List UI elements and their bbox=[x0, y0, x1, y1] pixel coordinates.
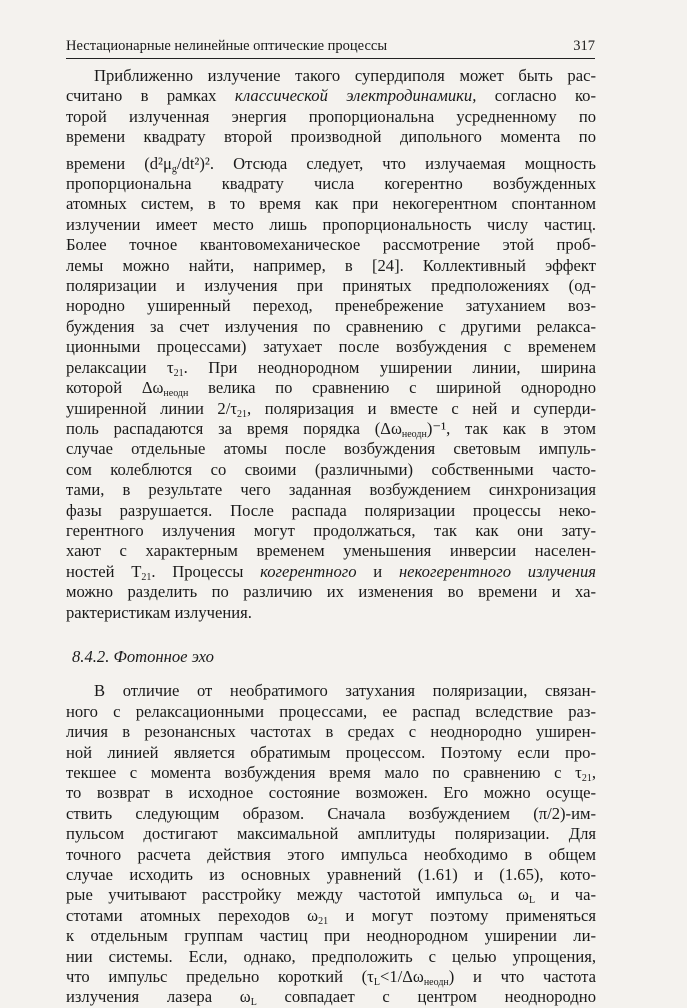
text-line: тами, в результате чего заданная возбуждением синхронизация bbox=[66, 480, 596, 500]
section-heading: 8.4.2. Фотонное эхо bbox=[72, 646, 214, 666]
text-line: ного с релаксационными процессами, ее распад вследствие раз- bbox=[66, 701, 596, 721]
text-line: пропорциональна квадрату числа когерентно возбужденных bbox=[66, 174, 596, 194]
text-line: что импульс предельно короткий $(\tau_L<1/\Delta\omega_{неодн})$ и что частота bbox=[66, 967, 596, 989]
text-line: герентного излучения могут продолжаться, так как они зату- bbox=[66, 520, 596, 540]
text-line: к отдельным группам частиц при неоднородном уширении ли- bbox=[66, 926, 596, 946]
text-line: Более точное квантовомеханическое рассмотрение этой проб- bbox=[66, 235, 596, 255]
text-line: буждения за счет излучения по сравнению с другими релакса- bbox=[66, 316, 596, 336]
text-line: нородно уширенный переход, пренебрежение затуханием воз- bbox=[66, 296, 596, 316]
text-line: текшее с момента возбуждения время мало по сравнению с $\tau_{21}$, bbox=[66, 763, 596, 784]
text-line: случае отдельные атомы после возбуждения световым импуль- bbox=[66, 439, 596, 459]
text-line: ной линией является обратимым процессом. Поэтому если про- bbox=[66, 742, 596, 762]
running-title: Нестационарные нелинейные оптические процессы bbox=[66, 38, 388, 54]
text-line: пульсом достигают максимальной амплитуды поляризации. Для bbox=[66, 824, 596, 844]
text-line: точного расчета действия этого импульса необходимо в общем bbox=[66, 844, 596, 864]
text-line: поляризации и излучения при принятых предположениях (од- bbox=[66, 276, 596, 296]
text-line: В отличие от необратимого затухания поляризации, связан- bbox=[94, 681, 596, 701]
text-line: ционными процессами) затухает после возбуждения с временем bbox=[66, 337, 596, 357]
text-line: Приближенно излучение такого супердиполя может быть рас- bbox=[94, 66, 596, 85]
text-line: атомных систем, в то время как при некогерентном спонтанном bbox=[66, 194, 596, 214]
running-header bbox=[66, 33, 595, 59]
body-text bbox=[66, 66, 596, 1008]
text-line: случае исходить из основных уравнений (1.61) и (1.65), кото- bbox=[66, 865, 596, 885]
text-line: личия в резонансных частотах в средах с неоднородно уширен- bbox=[66, 722, 596, 742]
text-line: времени квадрату второй производной дипольного момента по bbox=[66, 127, 596, 147]
paragraph-2 bbox=[66, 681, 596, 1008]
text-line: рактеристикам излучения. bbox=[66, 602, 252, 622]
text-line: релаксации $\tau_{21}$. При неоднородном уширении линии, ширина bbox=[66, 357, 596, 379]
text-line: то возврат в исходное состояние возможен. Его можно осуще- bbox=[66, 783, 596, 803]
text-line: считано в рамках классической электродинамики, согласно ко- bbox=[66, 86, 597, 106]
text-line: сом колеблются со своими (различными) собственными часто- bbox=[66, 459, 596, 479]
text-line: поль распадаются за время порядка $(\Delta\omega_{неодн})^{-1}$, так как в этом bbox=[66, 418, 596, 440]
text-line: фазы разрушается. После распада поляризации процессы неко- bbox=[66, 500, 596, 520]
text-line: рые учитывают расстройку между частотой импульса $\omega_L$ и ча- bbox=[66, 885, 596, 907]
text-line: нии системы. Если, однако, предположить с целью упрощения, bbox=[66, 946, 596, 966]
text-line: которой $\Delta\omega_{неодн}$ велика по сравнению с шириной однородно bbox=[66, 378, 597, 400]
text-line: ствить следующим образом. Сначала возбуждением (π/2)-им- bbox=[66, 803, 596, 823]
text-line: излучения лазера $\omega_L$ совпадает с центром неоднородно bbox=[66, 987, 596, 1008]
text-line: торой излученная энергия пропорциональна усредненному по bbox=[66, 106, 596, 126]
paragraph-1 bbox=[66, 66, 596, 623]
text-line: стотами атомных переходов $\omega_{21}$ и могут поэтому применяться bbox=[66, 905, 596, 927]
text-line: уширенной линии $2/\tau_{21}$, поляризация и вместе с ней и суперди- bbox=[66, 398, 596, 420]
text-line: излучении имеет место лишь пропорциональность числу частиц. bbox=[66, 214, 596, 234]
text-line: хают с характерным временем уменьшения инверсии населен- bbox=[66, 541, 596, 561]
page-number: 317 bbox=[573, 38, 595, 54]
text-line: времени $(d^2\mu_g/dt^2)^2$. Отсюда следует, что излучаемая мощность bbox=[66, 153, 596, 175]
text-line: можно разделить по различию их изменения во времени и ха- bbox=[66, 582, 596, 602]
text-line: ностей $T_{21}$. Процессы когерентного и некогерентного излучения bbox=[66, 561, 597, 583]
text-line: лемы можно найти, например, в [24]. Коллективный эффект bbox=[66, 255, 596, 275]
